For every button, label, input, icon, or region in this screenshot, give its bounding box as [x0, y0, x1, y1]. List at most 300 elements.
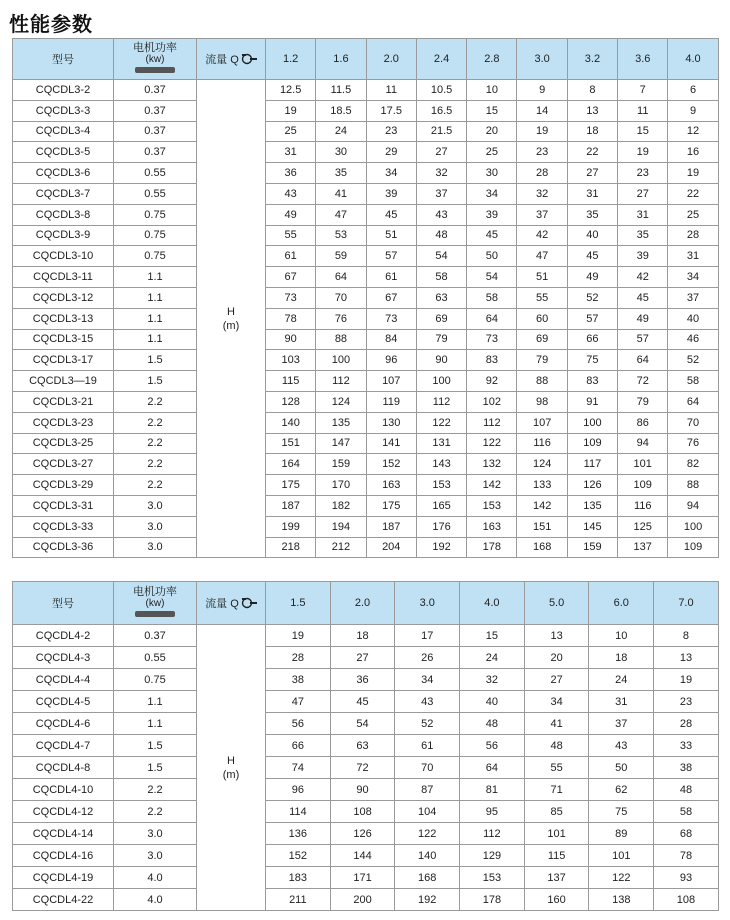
- head-value-cell: 40: [460, 691, 525, 713]
- head-value-cell: 64: [316, 267, 366, 288]
- head-value-cell: 56: [460, 735, 525, 757]
- head-value-cell: 125: [618, 516, 668, 537]
- head-value-cell: 58: [654, 801, 719, 823]
- head-value-cell: 43: [416, 204, 466, 225]
- head-value-cell: 165: [416, 495, 466, 516]
- head-value-cell: 57: [618, 329, 668, 350]
- head-value-cell: 152: [366, 454, 416, 475]
- head-value-cell: 67: [266, 267, 316, 288]
- head-value-cell: 129: [460, 845, 525, 867]
- head-value-cell: 52: [395, 713, 460, 735]
- power-header-label: 电机功率: [133, 585, 177, 598]
- model-cell: CQCDL3-9: [13, 225, 114, 246]
- head-value-cell: 35: [618, 225, 668, 246]
- head-value-cell: 64: [460, 757, 525, 779]
- table-row: [13, 267, 719, 288]
- head-value-cell: 34: [366, 163, 416, 184]
- head-value-cell: 109: [668, 537, 718, 558]
- power-header-label: 电机功率: [133, 41, 177, 54]
- head-value-cell: 41: [316, 183, 366, 204]
- motor-icon: [135, 611, 175, 617]
- head-value-cell: 39: [467, 204, 517, 225]
- head-value-cell: 58: [668, 371, 718, 392]
- head-value-cell: 95: [460, 801, 525, 823]
- head-value-cell: 32: [517, 183, 567, 204]
- head-value-cell: 23: [654, 691, 719, 713]
- head-value-cell: 48: [460, 713, 525, 735]
- head-value-cell: 84: [366, 329, 416, 350]
- head-value-cell: 140: [395, 845, 460, 867]
- head-value-cell: 34: [524, 691, 589, 713]
- head-value-cell: 42: [517, 225, 567, 246]
- table-row: [13, 371, 719, 392]
- head-value-cell: 101: [589, 845, 654, 867]
- head-value-cell: 163: [366, 475, 416, 496]
- head-value-cell: 61: [395, 735, 460, 757]
- head-value-cell: 69: [416, 308, 466, 329]
- head-value-cell: 49: [618, 308, 668, 329]
- head-value-cell: 20: [524, 647, 589, 669]
- head-value-cell: 31: [567, 183, 617, 204]
- power-cell: 3.0: [114, 516, 197, 537]
- table-row: [13, 454, 719, 475]
- power-cell: 0.37: [114, 121, 197, 142]
- head-value-cell: 144: [330, 845, 395, 867]
- model-cell: CQCDL3-15: [13, 329, 114, 350]
- model-cell: CQCDL3-12: [13, 287, 114, 308]
- table-row: [13, 625, 719, 647]
- flow-value-header: 3.0: [517, 39, 567, 80]
- head-value-cell: 38: [654, 757, 719, 779]
- head-value-cell: 43: [266, 183, 316, 204]
- head-value-cell: 18: [330, 625, 395, 647]
- model-cell: CQCDL4-16: [13, 845, 114, 867]
- head-value-cell: 88: [517, 371, 567, 392]
- flow-value-header: 5.0: [524, 582, 589, 625]
- head-value-cell: 75: [589, 801, 654, 823]
- head-value-cell: 13: [524, 625, 589, 647]
- head-value-cell: 10: [467, 80, 517, 101]
- head-value-cell: 60: [517, 308, 567, 329]
- head-value-cell: 61: [366, 267, 416, 288]
- head-value-cell: 22: [668, 183, 718, 204]
- head-value-cell: 218: [266, 537, 316, 558]
- head-value-cell: 12: [668, 121, 718, 142]
- head-value-cell: 178: [460, 889, 525, 911]
- head-value-cell: 17: [395, 625, 460, 647]
- table-row: [13, 779, 719, 801]
- head-value-cell: 194: [316, 516, 366, 537]
- head-value-cell: 63: [416, 287, 466, 308]
- head-label: H: [227, 305, 235, 318]
- table-row: [13, 329, 719, 350]
- head-value-cell: 25: [467, 142, 517, 163]
- head-value-cell: 63: [330, 735, 395, 757]
- head-value-cell: 128: [266, 391, 316, 412]
- table-row: [13, 691, 719, 713]
- head-value-cell: 16: [668, 142, 718, 163]
- head-value-cell: 10.5: [416, 80, 466, 101]
- head-value-cell: 38: [266, 669, 331, 691]
- head-value-cell: 109: [618, 475, 668, 496]
- head-value-cell: 90: [330, 779, 395, 801]
- head-value-cell: 119: [366, 391, 416, 412]
- model-cell: CQCDL4-6: [13, 713, 114, 735]
- table-row: [13, 845, 719, 867]
- power-unit: (kw): [145, 53, 165, 65]
- power-cell: 4.0: [114, 867, 197, 889]
- head-value-cell: 24: [460, 647, 525, 669]
- head-value-cell: 19: [618, 142, 668, 163]
- power-cell: 1.1: [114, 287, 197, 308]
- power-cell: 1.5: [114, 371, 197, 392]
- head-value-cell: 108: [654, 889, 719, 911]
- power-cell: 0.75: [114, 204, 197, 225]
- head-value-cell: 35: [567, 204, 617, 225]
- head-value-cell: 107: [517, 412, 567, 433]
- head-value-cell: 124: [517, 454, 567, 475]
- flow-value-header: 4.0: [460, 582, 525, 625]
- head-value-cell: 170: [316, 475, 366, 496]
- head-value-cell: 23: [618, 163, 668, 184]
- head-value-cell: 175: [366, 495, 416, 516]
- model-cell: CQCDL3-2: [13, 80, 114, 101]
- head-value-cell: 126: [330, 823, 395, 845]
- head-value-cell: 28: [517, 163, 567, 184]
- flow-pump-icon: [241, 597, 257, 609]
- model-cell: CQCDL4-4: [13, 669, 114, 691]
- head-unit: (m): [222, 768, 240, 781]
- head-value-cell: 116: [517, 433, 567, 454]
- head-value-cell: 48: [654, 779, 719, 801]
- model-cell: CQCDL3-11: [13, 267, 114, 288]
- head-value-cell: 52: [567, 287, 617, 308]
- head-value-cell: 46: [668, 329, 718, 350]
- head-value-cell: 17.5: [366, 100, 416, 121]
- head-value-cell: 89: [589, 823, 654, 845]
- head-value-cell: 48: [524, 735, 589, 757]
- head-value-cell: 115: [524, 845, 589, 867]
- model-header: 型号: [13, 39, 114, 80]
- power-cell: 0.37: [114, 142, 197, 163]
- head-value-cell: 124: [316, 391, 366, 412]
- head-value-cell: 178: [467, 537, 517, 558]
- head-value-cell: 34: [668, 267, 718, 288]
- head-value-cell: 122: [589, 867, 654, 889]
- performance-table-cdl4: [12, 581, 719, 911]
- model-cell: CQCDL4-2: [13, 625, 114, 647]
- model-cell: CQCDL3-29: [13, 475, 114, 496]
- head-value-cell: 117: [567, 454, 617, 475]
- head-value-cell: 64: [467, 308, 517, 329]
- head-value-cell: 81: [460, 779, 525, 801]
- head-value-cell: 31: [589, 691, 654, 713]
- head-value-cell: 61: [266, 246, 316, 267]
- head-value-cell: 159: [316, 454, 366, 475]
- head-value-cell: 45: [330, 691, 395, 713]
- head-value-cell: 41: [524, 713, 589, 735]
- head-value-cell: 62: [589, 779, 654, 801]
- head-value-cell: 39: [618, 246, 668, 267]
- power-cell: 1.1: [114, 713, 197, 735]
- head-value-cell: 204: [366, 537, 416, 558]
- head-value-cell: 47: [517, 246, 567, 267]
- head-value-cell: 163: [467, 516, 517, 537]
- flow-pump-icon: [241, 53, 257, 65]
- head-value-cell: 22: [567, 142, 617, 163]
- head-value-cell: 70: [395, 757, 460, 779]
- head-value-cell: 45: [467, 225, 517, 246]
- head-value-cell: 49: [567, 267, 617, 288]
- head-value-cell: 43: [589, 735, 654, 757]
- table-row: [13, 204, 719, 225]
- head-value-cell: 112: [467, 412, 517, 433]
- head-value-cell: 83: [567, 371, 617, 392]
- head-value-cell: 19: [517, 121, 567, 142]
- head-value-cell: 34: [395, 669, 460, 691]
- head-value-cell: 37: [589, 713, 654, 735]
- power-cell: 2.2: [114, 801, 197, 823]
- head-value-cell: 85: [524, 801, 589, 823]
- head-value-cell: 19: [668, 163, 718, 184]
- head-unit: (m): [222, 319, 240, 332]
- head-value-cell: 112: [416, 391, 466, 412]
- head-value-cell: 53: [316, 225, 366, 246]
- model-cell: CQCDL4-7: [13, 735, 114, 757]
- power-cell: 3.0: [114, 845, 197, 867]
- head-value-cell: 72: [330, 757, 395, 779]
- table-header-row: [13, 39, 719, 80]
- head-value-cell: 101: [524, 823, 589, 845]
- head-value-cell: 122: [416, 412, 466, 433]
- head-value-cell: 93: [654, 867, 719, 889]
- head-value-cell: 29: [366, 142, 416, 163]
- head-value-cell: 78: [266, 308, 316, 329]
- table-row: [13, 391, 719, 412]
- power-cell: 1.1: [114, 308, 197, 329]
- head-value-cell: 39: [366, 183, 416, 204]
- head-value-cell: 13: [567, 100, 617, 121]
- head-value-cell: 19: [266, 625, 331, 647]
- head-value-cell: 19: [266, 100, 316, 121]
- head-value-cell: 45: [618, 287, 668, 308]
- head-value-cell: 153: [467, 495, 517, 516]
- head-value-cell: 75: [567, 350, 617, 371]
- head-value-cell: 42: [618, 267, 668, 288]
- head-value-cell: 135: [567, 495, 617, 516]
- head-value-cell: 96: [366, 350, 416, 371]
- flow-header: [197, 582, 266, 625]
- head-value-cell: 28: [668, 225, 718, 246]
- head-value-cell: 19: [654, 669, 719, 691]
- head-value-cell: 24: [589, 669, 654, 691]
- model-cell: CQCDL3-6: [13, 163, 114, 184]
- table-row: [13, 735, 719, 757]
- table-row: [13, 350, 719, 371]
- model-cell: CQCDL3-5: [13, 142, 114, 163]
- head-value-cell: 159: [567, 537, 617, 558]
- head-value-cell: 96: [266, 779, 331, 801]
- head-value-cell: 153: [460, 867, 525, 889]
- head-value-cell: 115: [266, 371, 316, 392]
- head-value-cell: 153: [416, 475, 466, 496]
- head-value-cell: 23: [366, 121, 416, 142]
- head-value-cell: 64: [618, 350, 668, 371]
- model-cell: CQCDL3-23: [13, 412, 114, 433]
- head-value-cell: 23: [517, 142, 567, 163]
- table-row: [13, 308, 719, 329]
- head-value-cell: 67: [366, 287, 416, 308]
- model-cell: CQCDL3-13: [13, 308, 114, 329]
- head-value-cell: 10: [589, 625, 654, 647]
- head-value-cell: 31: [618, 204, 668, 225]
- flow-value-header: 2.4: [416, 39, 466, 80]
- power-cell: 1.1: [114, 267, 197, 288]
- table-row: [13, 412, 719, 433]
- head-value-cell: 76: [668, 433, 718, 454]
- head-value-cell: 98: [517, 391, 567, 412]
- head-value-cell: 37: [517, 204, 567, 225]
- power-cell: 2.2: [114, 433, 197, 454]
- head-value-cell: 32: [416, 163, 466, 184]
- head-value-cell: 143: [416, 454, 466, 475]
- head-value-cell: 66: [266, 735, 331, 757]
- model-cell: CQCDL4-19: [13, 867, 114, 889]
- table-row: [13, 100, 719, 121]
- head-value-cell: 101: [618, 454, 668, 475]
- head-value-cell: 74: [266, 757, 331, 779]
- head-value-cell: 57: [567, 308, 617, 329]
- head-value-cell: 183: [266, 867, 331, 889]
- flow-header: [197, 39, 266, 80]
- table-row: [13, 537, 719, 558]
- head-value-cell: 100: [668, 516, 718, 537]
- head-value-cell: 27: [618, 183, 668, 204]
- head-value-cell: 130: [366, 412, 416, 433]
- head-value-cell: 116: [618, 495, 668, 516]
- head-value-cell: 192: [416, 537, 466, 558]
- head-value-cell: 83: [467, 350, 517, 371]
- flow-value-header: 2.0: [366, 39, 416, 80]
- table-row: [13, 889, 719, 911]
- head-value-cell: 36: [330, 669, 395, 691]
- head-value-cell: 27: [524, 669, 589, 691]
- head-value-cell: 16.5: [416, 100, 466, 121]
- table-row: [13, 433, 719, 454]
- power-cell: 3.0: [114, 823, 197, 845]
- head-value-cell: 112: [316, 371, 366, 392]
- head-value-cell: 28: [654, 713, 719, 735]
- table-row: [13, 669, 719, 691]
- head-value-cell: 135: [316, 412, 366, 433]
- flow-value-header: 6.0: [589, 582, 654, 625]
- power-cell: 2.2: [114, 391, 197, 412]
- power-header: [114, 582, 197, 625]
- head-value-cell: 152: [266, 845, 331, 867]
- table-row: [13, 246, 719, 267]
- head-value-cell: 7: [618, 80, 668, 101]
- table-row: [13, 823, 719, 845]
- head-label-cell: [197, 625, 266, 911]
- model-cell: CQCDL3-33: [13, 516, 114, 537]
- head-value-cell: 35: [316, 163, 366, 184]
- head-value-cell: 122: [395, 823, 460, 845]
- head-value-cell: 90: [266, 329, 316, 350]
- head-value-cell: 137: [524, 867, 589, 889]
- power-cell: 4.0: [114, 889, 197, 911]
- head-value-cell: 21.5: [416, 121, 466, 142]
- power-cell: 0.37: [114, 625, 197, 647]
- table-row: [13, 475, 719, 496]
- power-cell: 0.55: [114, 647, 197, 669]
- flow-value-header: 2.0: [330, 582, 395, 625]
- head-value-cell: 30: [316, 142, 366, 163]
- head-value-cell: 100: [567, 412, 617, 433]
- power-cell: 0.37: [114, 100, 197, 121]
- head-value-cell: 79: [416, 329, 466, 350]
- head-value-cell: 70: [316, 287, 366, 308]
- head-value-cell: 47: [266, 691, 331, 713]
- head-value-cell: 187: [266, 495, 316, 516]
- flow-value-header: 2.8: [467, 39, 517, 80]
- flow-value-header: 1.6: [316, 39, 366, 80]
- head-value-cell: 64: [668, 391, 718, 412]
- head-value-cell: 37: [668, 287, 718, 308]
- head-value-cell: 40: [567, 225, 617, 246]
- power-cell: 0.37: [114, 80, 197, 101]
- head-value-cell: 70: [668, 412, 718, 433]
- head-value-cell: 211: [266, 889, 331, 911]
- head-value-cell: 114: [266, 801, 331, 823]
- power-cell: 1.1: [114, 329, 197, 350]
- head-value-cell: 199: [266, 516, 316, 537]
- head-value-cell: 82: [668, 454, 718, 475]
- head-value-cell: 11: [618, 100, 668, 121]
- head-value-cell: 90: [416, 350, 466, 371]
- head-value-cell: 45: [366, 204, 416, 225]
- head-value-cell: 18: [567, 121, 617, 142]
- head-value-cell: 212: [316, 537, 366, 558]
- flow-value-header: 7.0: [654, 582, 719, 625]
- flow-value-header: 3.0: [395, 582, 460, 625]
- model-cell: CQCDL4-3: [13, 647, 114, 669]
- power-cell: 1.5: [114, 350, 197, 371]
- head-value-cell: 18: [589, 647, 654, 669]
- head-value-cell: 69: [517, 329, 567, 350]
- head-value-cell: 11: [366, 80, 416, 101]
- head-value-cell: 164: [266, 454, 316, 475]
- head-value-cell: 88: [668, 475, 718, 496]
- flow-value-header: 1.2: [266, 39, 316, 80]
- head-value-cell: 79: [618, 391, 668, 412]
- table-row: [13, 757, 719, 779]
- table-row: [13, 121, 719, 142]
- head-value-cell: 54: [330, 713, 395, 735]
- model-cell: CQCDL3-8: [13, 204, 114, 225]
- head-value-cell: 24: [316, 121, 366, 142]
- head-value-cell: 15: [460, 625, 525, 647]
- model-cell: CQCDL3-21: [13, 391, 114, 412]
- head-value-cell: 68: [654, 823, 719, 845]
- head-value-cell: 92: [467, 371, 517, 392]
- head-value-cell: 58: [467, 287, 517, 308]
- head-value-cell: 27: [567, 163, 617, 184]
- head-value-cell: 187: [366, 516, 416, 537]
- head-value-cell: 43: [395, 691, 460, 713]
- head-value-cell: 52: [668, 350, 718, 371]
- head-value-cell: 50: [467, 246, 517, 267]
- table-row: [13, 713, 719, 735]
